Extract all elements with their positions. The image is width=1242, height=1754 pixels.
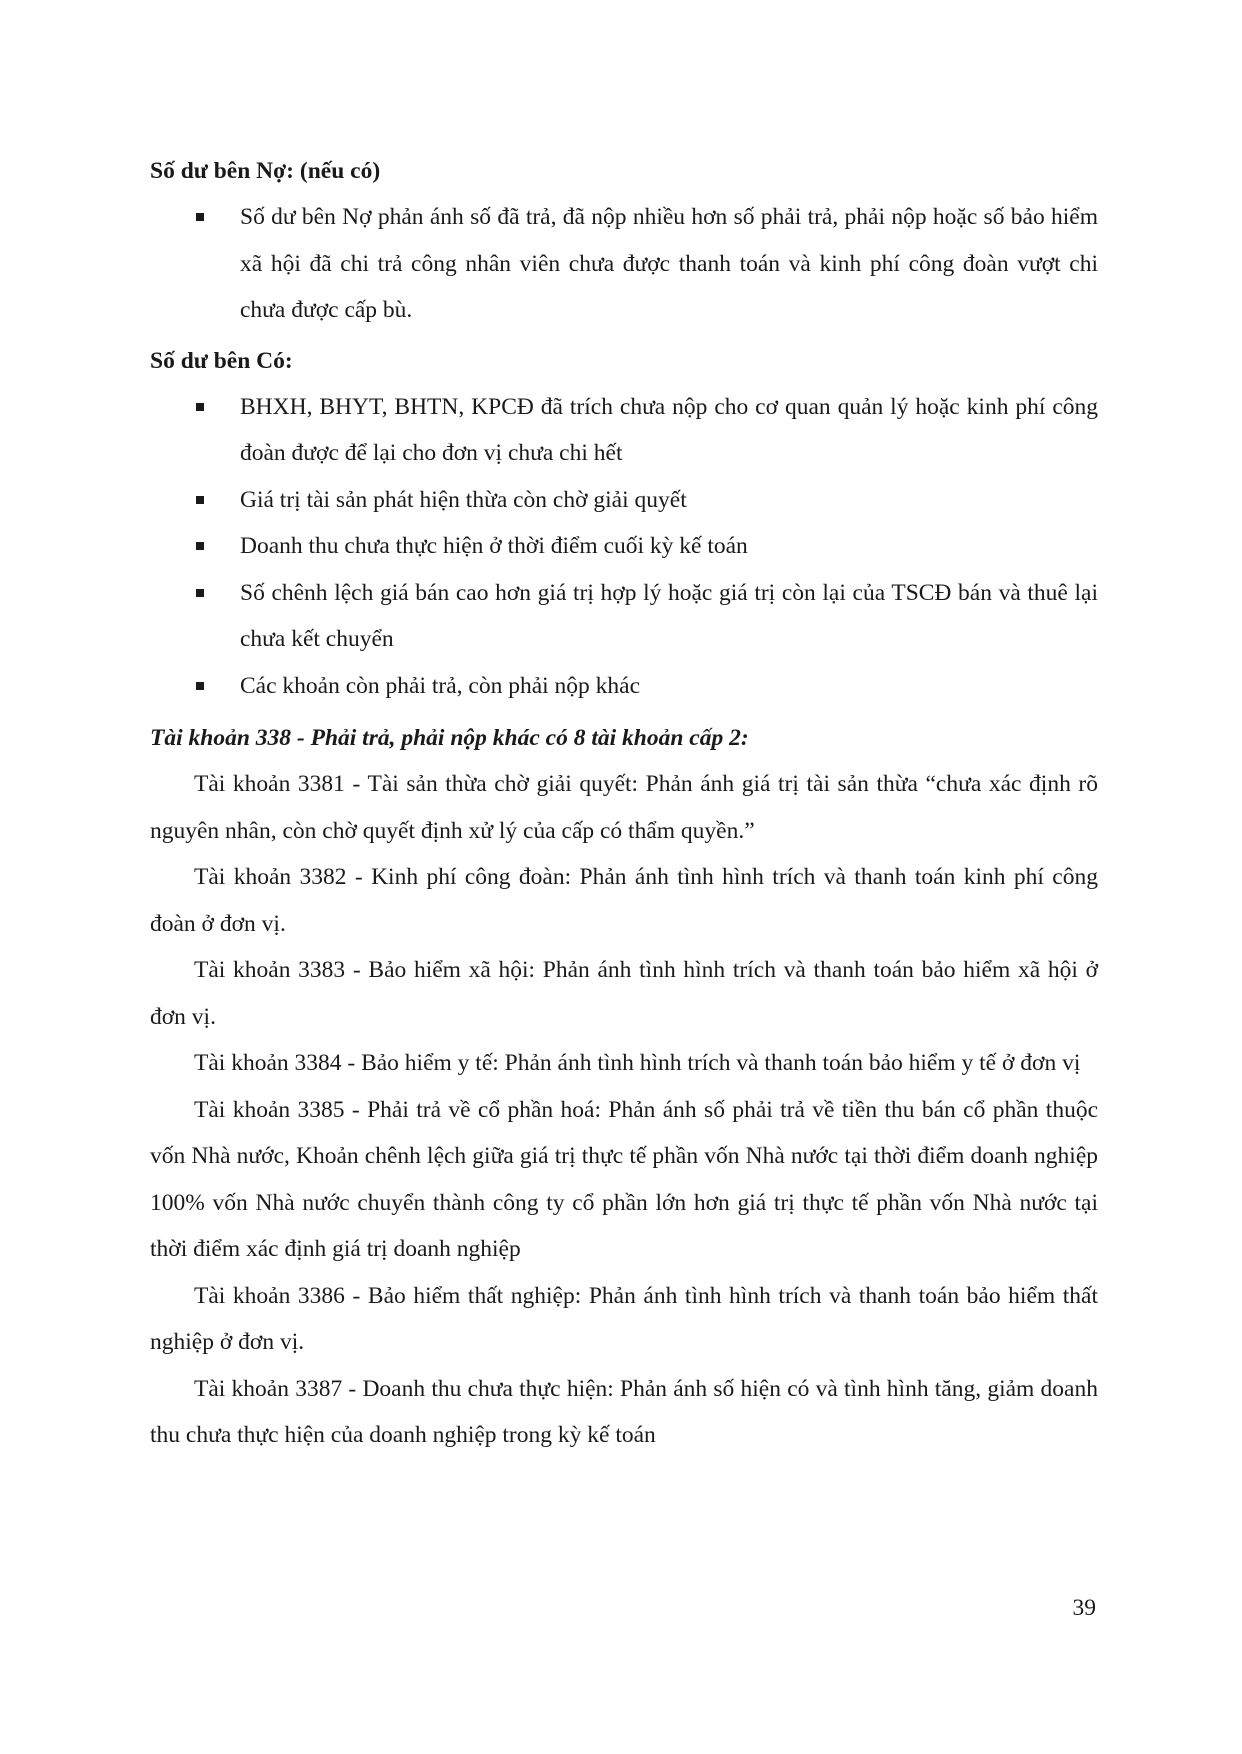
list-item <box>150 570 1098 663</box>
list-item-text: Doanh thu chưa thực hiện ở thời điểm cuối kỳ kế toán <box>240 533 748 559</box>
square-bullet-icon <box>196 682 204 690</box>
list-item <box>150 477 1098 524</box>
account-3382-paragraph: Tài khoản 3382 - Kinh phí công đoàn: Phản ánh tình hình trích và thanh toán kinh phí công đoàn ở đơn vị. <box>150 864 1098 937</box>
account-3385-paragraph: Tài khoản 3385 - Phải trả về cổ phần hoá: Phản ánh số phải trả về tiền thu bán cổ phần thuộc vốn Nhà nước, Khoản chênh lệch giữa giá trị thực tế phần vốn Nhà nước tại thời điểm doanh nghiệp 100% vốn Nhà nước chuyển thành công ty cổ phần lớn hơn giá trị thực tế phần vốn Nhà nước tại thời điểm xác định giá trị doanh nghiệp <box>150 1096 1098 1262</box>
list-item-text: Số chênh lệch giá bán cao hơn giá trị hợp lý hoặc giá trị còn lại của TSCĐ bán và thuê lại chưa kết chuyển <box>240 579 1098 652</box>
list-item <box>150 384 1098 477</box>
page-number: 39 <box>1072 1595 1096 1621</box>
list-item-text: BHXH, BHYT, BHTN, KPCĐ đã trích chưa nộp cho cơ quan quản lý hoặc kinh phí công đoàn được để lại cho đơn vị chưa chi hết <box>240 393 1098 466</box>
account-3387-paragraph: Tài khoản 3387 - Doanh thu chưa thực hiện: Phản ánh số hiện có và tình hình tăng, giảm doanh thu chưa thực hiện của doanh nghiệp trong kỳ kế toán <box>150 1375 1098 1448</box>
page-content <box>150 148 1098 1459</box>
list-item <box>150 194 1098 334</box>
credit-balance-heading: Số dư bên Có: <box>150 347 293 374</box>
list-item <box>150 663 1098 710</box>
debit-balance-heading: Số dư bên Nợ: (nếu có) <box>150 158 381 184</box>
debit-balance-list <box>150 194 1098 334</box>
list-item <box>150 523 1098 570</box>
account-3381-paragraph: Tài khoản 3381 - Tài sản thừa chờ giải quyết: Phản ánh giá trị tài sản thừa “chưa xác định rõ nguyên nhân, còn chờ quyết định xử lý của cấp có thẩm quyền.” <box>150 771 1098 844</box>
list-item-text: Các khoản còn phải trả, còn phải nộp khác <box>240 672 641 699</box>
account-3384-paragraph: Tài khoản 3384 - Bảo hiểm y tế: Phản ánh tình hình trích và thanh toán bảo hiểm y tế ở đơn vị <box>194 1050 1081 1076</box>
list-item-text: Số dư bên Nợ phản ánh số đã trả, đã nộp nhiều hơn số phải trả, phải nộp hoặc số bảo hiểm xã hội đã chi trả công nhân viên chưa được thanh toán và kinh phí công đoàn vượt chi chưa được cấp bù. <box>240 204 1098 323</box>
credit-balance-list <box>150 384 1098 710</box>
square-bullet-icon <box>196 213 204 221</box>
square-bullet-icon <box>196 589 204 597</box>
square-bullet-icon <box>196 403 204 411</box>
square-bullet-icon <box>196 542 204 550</box>
account-3386-paragraph: Tài khoản 3386 - Bảo hiểm thất nghiệp: Phản ánh tình hình trích và thanh toán bảo hiểm thất nghiệp ở đơn vị. <box>150 1282 1098 1355</box>
list-item-text: Giá trị tài sản phát hiện thừa còn chờ giải quyết <box>240 486 687 513</box>
square-bullet-icon <box>196 496 204 504</box>
account-338-heading: Tài khoản 338 - Phải trả, phải nộp khác có 8 tài khoản cấp 2: <box>150 725 749 751</box>
account-3383-paragraph: Tài khoản 3383 - Bảo hiểm xã hội: Phản ánh tình hình trích và thanh toán bảo hiểm xã hội ở đơn vị. <box>150 957 1098 1030</box>
